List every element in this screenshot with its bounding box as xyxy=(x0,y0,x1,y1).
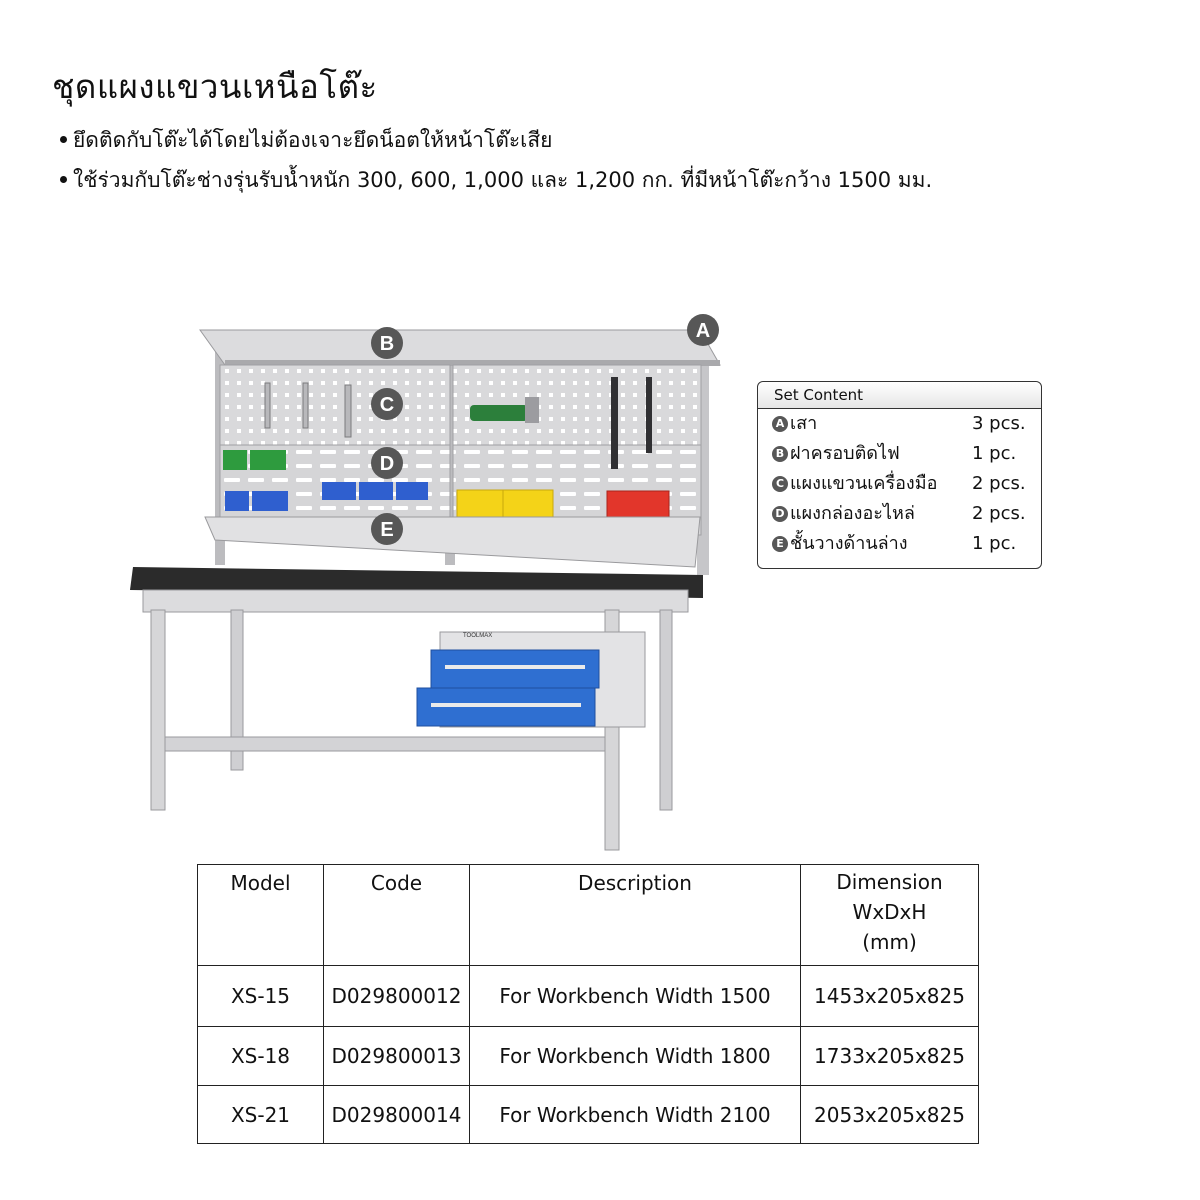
green-bin xyxy=(223,450,247,470)
cell-dimension: 1733x205x825 xyxy=(801,1027,979,1086)
callout-label: C xyxy=(379,394,395,416)
table-row xyxy=(198,966,979,1027)
item-name: เสา xyxy=(790,413,818,434)
feature-item: ใช้ร่วมกับโต๊ะช่างรุ่นรับน้ำหนัก 300, 600, 1,000 และ 1,200 กก. ที่มีหน้าโต๊ะกว้าง 1500 มม. xyxy=(60,160,932,200)
cell-model: XS-21 xyxy=(198,1086,324,1144)
item-name: ชั้นวางด้านล่าง xyxy=(790,533,908,554)
blue-bin xyxy=(252,491,288,511)
item-qty: 1 pc. xyxy=(972,533,1017,554)
wrench-icon xyxy=(265,383,270,428)
wrench-icon xyxy=(345,385,351,437)
header-code: Code xyxy=(324,865,470,966)
cell-code: D029800013 xyxy=(324,1027,470,1086)
header-dimension: Dimension WxDxH (mm) xyxy=(801,865,979,966)
item-qty: 2 pcs. xyxy=(972,473,1026,494)
cell-dimension: 2053x205x825 xyxy=(801,1086,979,1144)
footrest-bar xyxy=(165,737,605,751)
callout-letter: B xyxy=(772,446,788,462)
blue-bin xyxy=(359,482,393,500)
item-name: แผงแขวนเครื่องมือ xyxy=(790,473,938,494)
callout-label: A xyxy=(695,320,711,342)
cell-dimension: 1453x205x825 xyxy=(801,966,979,1027)
cell-model: XS-18 xyxy=(198,1027,324,1086)
cell-code: D029800012 xyxy=(324,966,470,1027)
apron xyxy=(143,590,688,612)
leg xyxy=(660,610,672,810)
blue-bin xyxy=(396,482,428,500)
set-content-row xyxy=(758,529,1041,559)
blue-bin xyxy=(322,482,356,500)
bin-row-green xyxy=(223,450,286,470)
clamp-tool-icon xyxy=(525,397,539,423)
wrench-icon xyxy=(303,383,308,428)
cell-description: For Workbench Width 1500 xyxy=(470,966,801,1027)
item-qty: 2 pcs. xyxy=(972,503,1026,524)
table-row xyxy=(198,1027,979,1086)
green-bin xyxy=(250,450,286,470)
wrench-icon xyxy=(611,377,618,469)
page-title: ชุดแผงแขวนเหนือโต๊ะ xyxy=(52,67,378,106)
blue-bin xyxy=(225,491,249,511)
item-qty: 3 pcs. xyxy=(972,413,1026,434)
bullet-dot-icon xyxy=(60,136,67,143)
callout-letter: C xyxy=(772,476,788,492)
item-name: ฝาครอบติดไฟ xyxy=(790,443,900,464)
table-header-row xyxy=(198,865,979,966)
feature-list xyxy=(60,120,932,200)
set-content-row xyxy=(758,469,1041,499)
cell-code: D029800014 xyxy=(324,1086,470,1144)
callout-label: D xyxy=(379,453,395,475)
feature-item: ยึดติดกับโต๊ะได้โดยไม่ต้องเจาะยึดน็อตให้หน้าโต๊ะเสีย xyxy=(60,120,932,160)
callout-label: B xyxy=(379,333,395,355)
tool-panel xyxy=(220,365,450,445)
wrench-icon xyxy=(646,377,652,453)
item-qty: 1 pc. xyxy=(972,443,1017,464)
header-description: Description xyxy=(470,865,801,966)
light-cover xyxy=(200,330,720,365)
table-row xyxy=(198,1086,979,1144)
set-content-row xyxy=(758,409,1041,439)
callout-letter: D xyxy=(772,506,788,522)
clamp-tool-icon xyxy=(470,405,528,421)
callout-letter: A xyxy=(772,416,788,432)
set-content-box xyxy=(757,381,1042,569)
spec-table xyxy=(197,864,979,1144)
leg xyxy=(151,610,165,810)
set-content-row xyxy=(758,439,1041,469)
item-name: แผงกล่องอะไหล่ xyxy=(790,503,915,524)
cell-description: For Workbench Width 1800 xyxy=(470,1027,801,1086)
callout-label: E xyxy=(380,519,394,541)
set-content-row xyxy=(758,499,1041,529)
brand-label: TOOLMAX xyxy=(463,633,493,639)
set-content-header: Set Content xyxy=(758,382,1041,409)
cell-description: For Workbench Width 2100 xyxy=(470,1086,801,1144)
callout-letter: E xyxy=(772,536,788,552)
workbench-illustration xyxy=(125,305,725,865)
header-model: Model xyxy=(198,865,324,966)
cell-model: XS-15 xyxy=(198,966,324,1027)
bullet-dot-icon xyxy=(60,176,67,183)
